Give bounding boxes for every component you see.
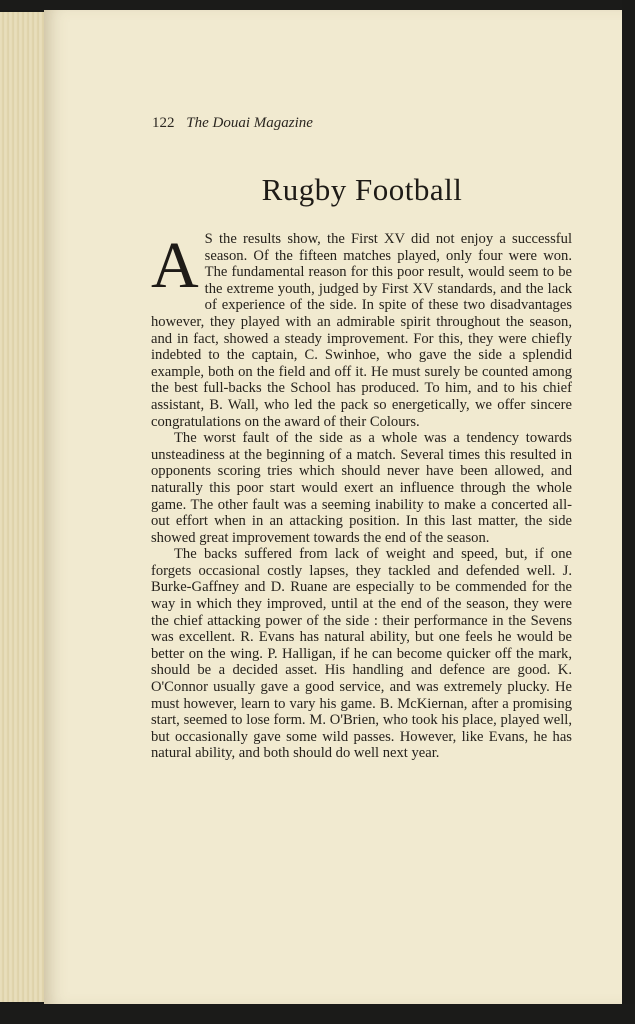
- scan-right-border: [622, 0, 635, 1024]
- article-title: Rugby Football: [261, 172, 463, 207]
- drop-cap: A: [151, 229, 199, 302]
- magazine-title: The Douai Magazine: [186, 115, 313, 131]
- page-number: 122: [152, 115, 175, 131]
- paragraph: The worst fault of the side as a whole was a tendency towards unsteadiness at the beginning of a match. Several times this resulted in opponents scoring tries which should never have been allowed, and naturally this poor start would exert an influence through the whole game. The other fault was a seeming inability to make a concerted all-out effort when in an attacking position. In this last matter, the side showed great improvement towards the end of the season.: [151, 430, 572, 546]
- paragraph-text: S the results show, the First XV did not enjoy a successful season. Of the fifteen matches played, only four were won. The fundamental reason for this poor result, would seem to be the extreme youth, judged by First XV standards, and the lack of experience of the side. In spite of these two disadvantages however, they played with an admirable spirit throughout the season, and in fact, showed a steady improvement. For this, they were chiefly indebted to the captain, C. Swinhoe, who gave the side a splendid example, both on the field and off it. He must surely be counted among the best full-backs the School has produced. To him, and to his chief assistant, B. Wall, who led the pack so energetically, we offer sincere congratulations on the award of their Colours.: [151, 231, 572, 430]
- paragraph: The backs suffered from lack of weight and speed, but, if one forgets occasional costly lapses, they tackled and defended well. J. Burke-Gaffney and D. Ruane are especially to be commended for the way in which they improved, until at the end of the season, they were the chief attacking power of the side : their performance in the Sevens was excellent. R. Evans has natural ability, but one feels he would be better on the wing. P. Halligan, if he can become quicker off the mark, should be a decided asset. His handling and defence are good. K. O'Connor usually gave a good service, and was extremely plucky. He must however, learn to vary his game. B. McKiernan, after a promising start, seemed to lose form. M. O'Brien, who took his place, played well, but occasionally gave some wild passes. However, like Evans, he has natural ability, and both should do well next year.: [151, 546, 572, 762]
- paragraph: [151, 231, 572, 430]
- scan-bottom-border: [0, 1004, 635, 1024]
- article-body: [151, 231, 572, 762]
- running-head: [152, 115, 313, 132]
